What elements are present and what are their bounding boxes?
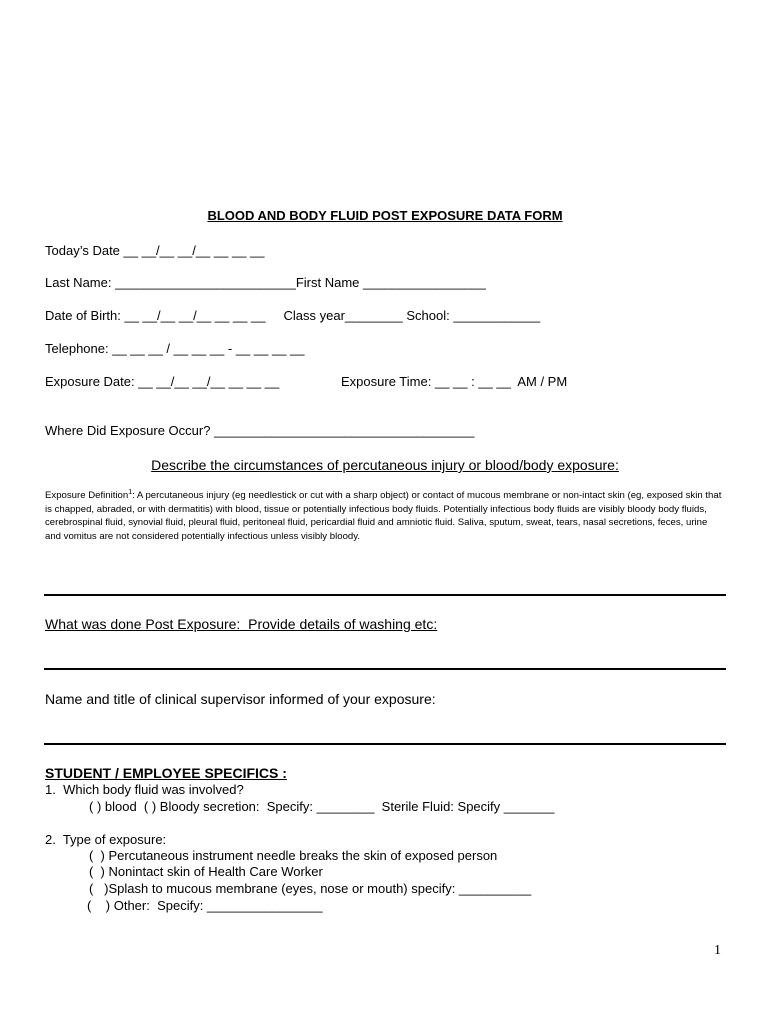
question-2-option-other[interactable]: ( ) Other: Specify: ________________ [87, 898, 323, 913]
question-2-option-nonintact[interactable]: ( ) Nonintact skin of Health Care Worker [89, 864, 323, 879]
post-exposure-heading: What was done Post Exposure: Provide details of washing etc: [45, 616, 438, 632]
answer-line-circumstances[interactable] [44, 594, 726, 596]
answer-line-supervisor[interactable] [44, 743, 726, 745]
answer-line-post-exposure[interactable] [44, 668, 726, 670]
todays-date-field[interactable]: Today’s Date __ __/__ __/__ __ __ __ [45, 243, 265, 258]
question-2-option-percutaneous[interactable]: ( ) Percutaneous instrument needle breaks the skin of exposed person [89, 848, 498, 863]
dob-class-school-fields[interactable]: Date of Birth: __ __/__ __/__ __ __ __ Class year________ School: ____________ [45, 308, 541, 323]
question-1: 1. Which body fluid was involved? [45, 782, 244, 797]
supervisor-heading: Name and title of clinical supervisor informed of your exposure: [45, 691, 436, 707]
telephone-field[interactable]: Telephone: __ __ __ / __ __ __ - __ __ __ __ [45, 341, 305, 356]
exposure-date-field[interactable]: Exposure Date: __ __/__ __/__ __ __ __ [45, 374, 280, 389]
exposure-location-field[interactable]: Where Did Exposure Occur? ____________________________________ [45, 423, 475, 438]
describe-heading: Describe the circumstances of percutaneous injury or blood/body exposure: [151, 457, 619, 473]
form-title: BLOOD AND BODY FLUID POST EXPOSURE DATA FORM [207, 208, 563, 223]
question-2: 2. Type of exposure: [45, 832, 167, 847]
name-fields[interactable]: Last Name: _________________________First Name _________________ [45, 275, 486, 290]
question-2-option-splash[interactable]: ( )Splash to mucous membrane (eyes, nose or mouth) specify: __________ [89, 881, 532, 896]
specifics-heading: STUDENT / EMPLOYEE SPECIFICS : [45, 765, 287, 781]
exposure-time-field[interactable]: Exposure Time: __ __ : __ __ AM / PM [341, 374, 568, 389]
definition-label: Exposure Definition [45, 490, 129, 502]
definition-text: : A percutaneous injury (eg needlestick or cut with a sharp object) or contact of mucous membrane or non-intact skin (eg, exposed skin that is chapped, abraded, or with dermatitis) with blood, tissue or potentially infectious body fluids. Potentially infectious body fluids are visibly bloody body fluids, cerebrospinal fluid, synovial fluid, pleural fluid, peritoneal fluid, pericardial fluid and amniotic fluid. Saliva, sputum, sweat, tears, nasal secretions, feces, urine and vomitus are not considered potentially infectious unless visibly bloody. [45, 490, 722, 542]
page-number: 1 [714, 943, 721, 958]
question-1-options[interactable]: ( ) blood ( ) Bloody secretion: Specify: ________ Sterile Fluid: Specify _______ [89, 799, 555, 814]
definition-footnote-mark: 1 [128, 489, 133, 496]
exposure-definition [45, 486, 725, 543]
